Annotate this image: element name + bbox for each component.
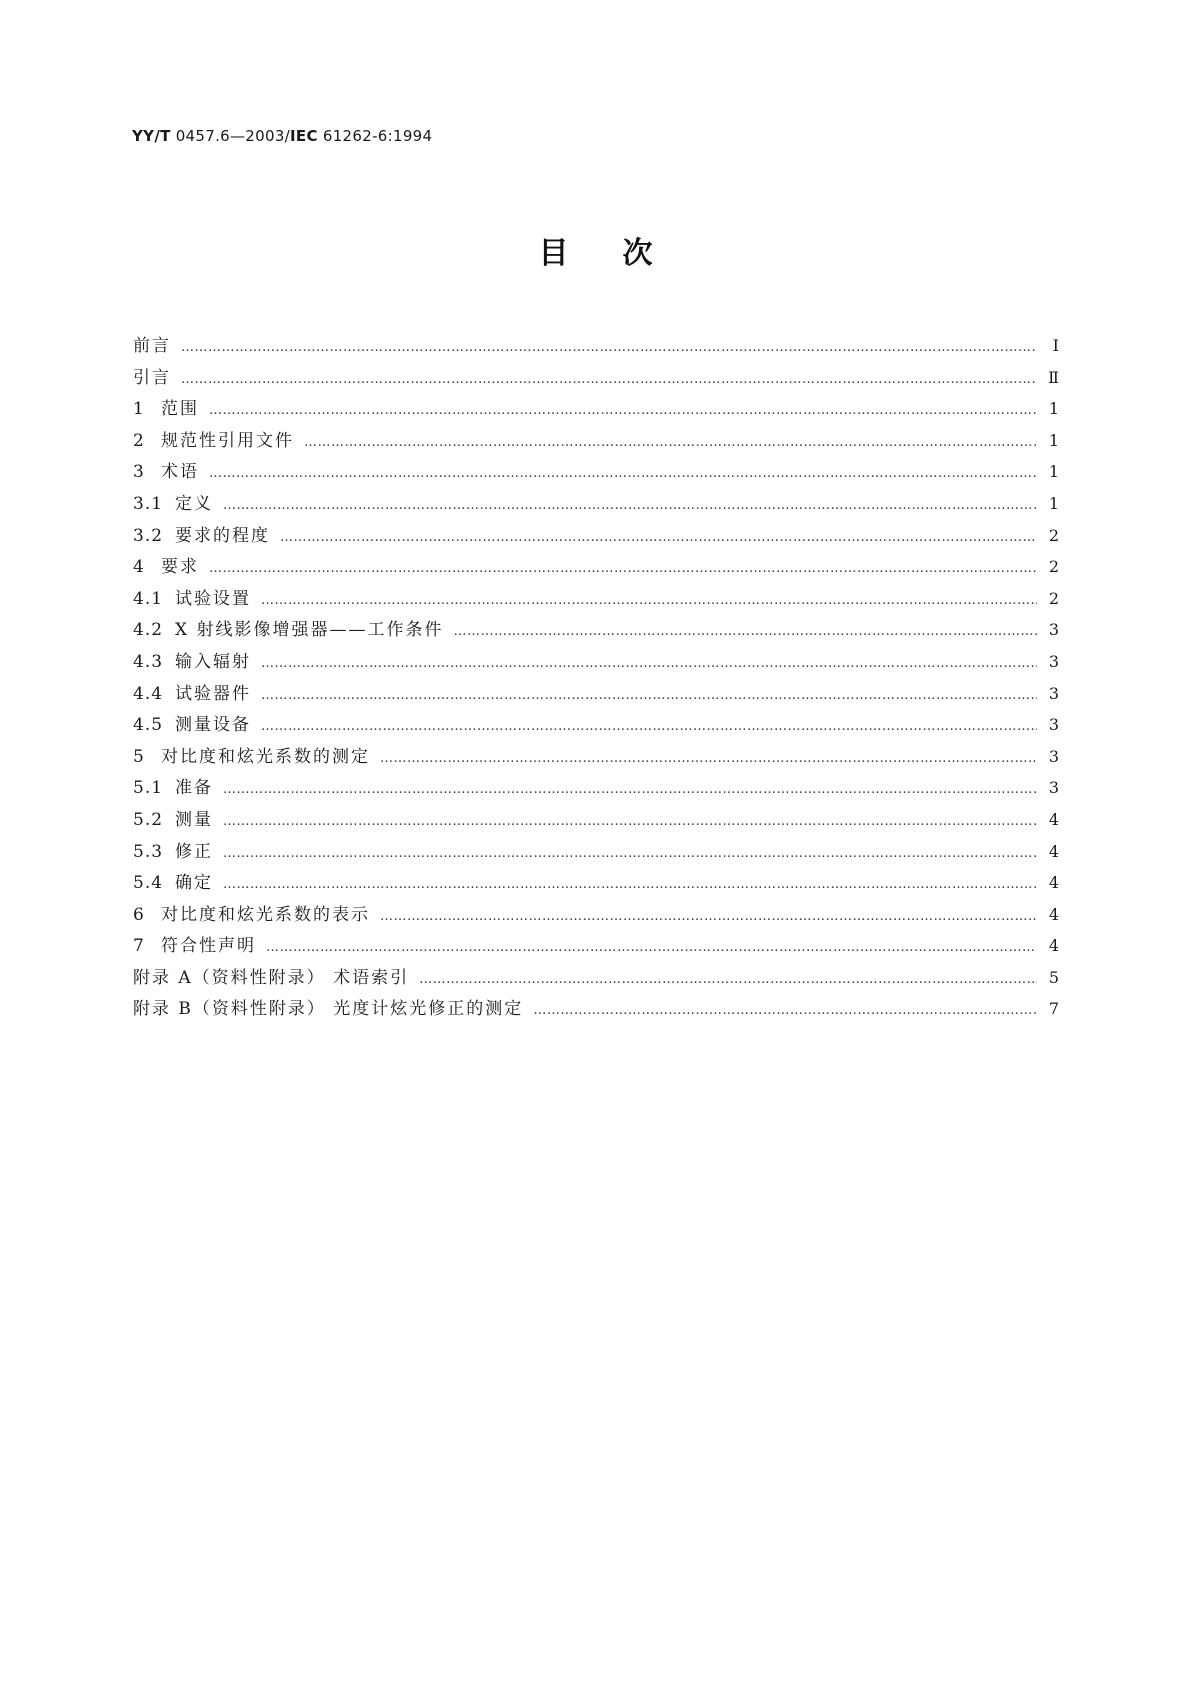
toc-entry-page: 4 (1048, 873, 1059, 893)
toc-entry-number: 4.3 (133, 651, 164, 672)
toc-entry-title: 附录 A（资料性附录） 术语索引 (133, 967, 410, 988)
toc-entry[interactable] (133, 709, 1059, 741)
toc-entry-title: 修正 (175, 841, 213, 862)
iec-number: 61262-6:1994 (317, 127, 433, 145)
toc-entry-page: 1 (1048, 399, 1059, 419)
toc-entry-page: 3 (1048, 651, 1059, 671)
toc-entry-page: 4 (1048, 809, 1059, 829)
toc-entry-page: 1 (1048, 430, 1059, 450)
toc-entry[interactable] (133, 425, 1059, 457)
toc-entry-title: 试验设置 (175, 588, 251, 609)
toc-dot-leader (181, 332, 1037, 364)
toc-dot-leader (261, 648, 1037, 680)
toc-dot-leader (181, 364, 1037, 396)
toc-entry-title: 对比度和炫光系数的表示 (161, 904, 370, 925)
toc-entry-number: 4 (133, 557, 145, 578)
toc-dot-leader (209, 458, 1037, 490)
toc-entry-number: 4.1 (133, 588, 164, 609)
toc-dot-leader (380, 743, 1037, 775)
table-of-contents (133, 330, 1059, 1025)
toc-entry-title: 术语 (161, 462, 199, 483)
toc-dot-leader (261, 680, 1037, 712)
toc-entry[interactable] (133, 930, 1059, 962)
toc-entry-number: 3 (133, 462, 145, 483)
toc-entry-number: 4.4 (133, 683, 164, 704)
toc-entry-number: 5 (133, 746, 145, 767)
toc-dot-leader (223, 806, 1037, 838)
toc-entry-page: 3 (1048, 746, 1059, 766)
toc-entry-title: 准备 (175, 778, 213, 799)
toc-entry-page: 7 (1048, 999, 1059, 1019)
toc-entry-title: 定义 (175, 493, 213, 514)
toc-dot-leader (209, 553, 1037, 585)
toc-dot-leader (304, 427, 1037, 459)
toc-entry-page: 5 (1048, 967, 1059, 987)
toc-entry[interactable] (133, 962, 1059, 994)
toc-entry-page: 1 (1048, 462, 1059, 482)
toc-entry-page: Ⅱ (1048, 367, 1059, 387)
page-title: 目次 (538, 236, 707, 271)
toc-entry[interactable] (133, 867, 1059, 899)
toc-entry-title: 范围 (161, 399, 199, 420)
iec-code: IEC (290, 127, 318, 145)
toc-entry-number: 5.2 (133, 809, 164, 830)
toc-dot-leader (380, 901, 1037, 933)
toc-entry-page: 3 (1048, 715, 1059, 735)
standard-number: 0457.6—2003/ (170, 127, 291, 145)
toc-entry[interactable] (133, 678, 1059, 710)
toc-entry-title: 要求的程度 (175, 525, 270, 546)
standard-code: YY/T (132, 127, 171, 145)
toc-dot-leader (261, 585, 1037, 617)
toc-entry-title: 附录 B（资料性附录） 光度计炫光修正的测定 (133, 999, 524, 1020)
toc-dot-leader (223, 869, 1037, 901)
toc-dot-leader (280, 522, 1037, 554)
toc-entry-title: 对比度和炫光系数的测定 (161, 746, 370, 767)
toc-entry-page: 3 (1048, 683, 1059, 703)
toc-entry[interactable] (133, 646, 1059, 678)
toc-dot-leader (209, 395, 1037, 427)
toc-entry-number: 5.1 (133, 778, 164, 799)
toc-entry[interactable] (133, 551, 1059, 583)
toc-entry-title: 符合性声明 (161, 936, 256, 957)
toc-entry-page: I (1052, 336, 1059, 355)
toc-entry[interactable] (133, 393, 1059, 425)
toc-entry-page: 1 (1048, 493, 1059, 513)
toc-entry-title: 试验器件 (175, 683, 251, 704)
toc-entry-number: 7 (133, 936, 145, 957)
toc-entry-title: 要求 (161, 557, 199, 578)
toc-entry-number: 5.4 (133, 873, 164, 894)
toc-entry-page: 2 (1048, 588, 1059, 608)
toc-entry[interactable] (133, 614, 1059, 646)
toc-entry-page: 3 (1048, 620, 1059, 640)
toc-entry-number: 1 (133, 399, 145, 420)
toc-entry[interactable] (133, 520, 1059, 552)
toc-entry-page: 2 (1048, 557, 1059, 577)
toc-entry[interactable] (133, 330, 1059, 362)
toc-dot-leader (533, 995, 1037, 1027)
toc-entry[interactable] (133, 583, 1059, 615)
toc-entry-page: 4 (1048, 936, 1059, 956)
toc-entry-number: 3.2 (133, 525, 164, 546)
toc-dot-leader (454, 616, 1037, 648)
toc-entry-page: 4 (1048, 841, 1059, 861)
toc-dot-leader (223, 774, 1037, 806)
toc-entry-title: 确定 (175, 873, 213, 894)
toc-entry[interactable] (133, 836, 1059, 868)
toc-entry[interactable] (133, 741, 1059, 773)
toc-entry[interactable] (133, 456, 1059, 488)
toc-entry-page: 4 (1048, 904, 1059, 924)
toc-entry-page: 3 (1048, 778, 1059, 798)
toc-entry-page: 2 (1048, 525, 1059, 545)
toc-entry-number: 5.3 (133, 841, 164, 862)
toc-entry[interactable] (133, 772, 1059, 804)
toc-entry-title: 前言 (133, 336, 171, 356)
toc-entry-title: 引言 (133, 367, 171, 388)
toc-entry-number: 4.2 (133, 620, 164, 641)
toc-entry-number: 4.5 (133, 715, 164, 736)
toc-entry-title: 规范性引用文件 (161, 430, 294, 451)
toc-entry[interactable] (133, 993, 1059, 1025)
document-code (132, 127, 432, 145)
toc-entry-title: X 射线影像增强器——工作条件 (175, 620, 444, 641)
toc-entry-number: 6 (133, 904, 145, 925)
toc-entry-number: 3.1 (133, 493, 164, 514)
toc-entry[interactable] (133, 899, 1059, 931)
toc-entry[interactable] (133, 804, 1059, 836)
toc-dot-leader (419, 964, 1037, 996)
toc-entry-title: 测量 (175, 809, 213, 830)
toc-dot-leader (261, 711, 1037, 743)
toc-entry[interactable] (133, 488, 1059, 520)
toc-entry-title: 测量设备 (175, 715, 251, 736)
toc-entry[interactable] (133, 362, 1059, 394)
toc-dot-leader (223, 838, 1037, 870)
toc-dot-leader (223, 490, 1037, 522)
toc-entry-number: 2 (133, 430, 145, 451)
toc-dot-leader (266, 932, 1037, 964)
toc-entry-title: 输入辐射 (175, 651, 251, 672)
